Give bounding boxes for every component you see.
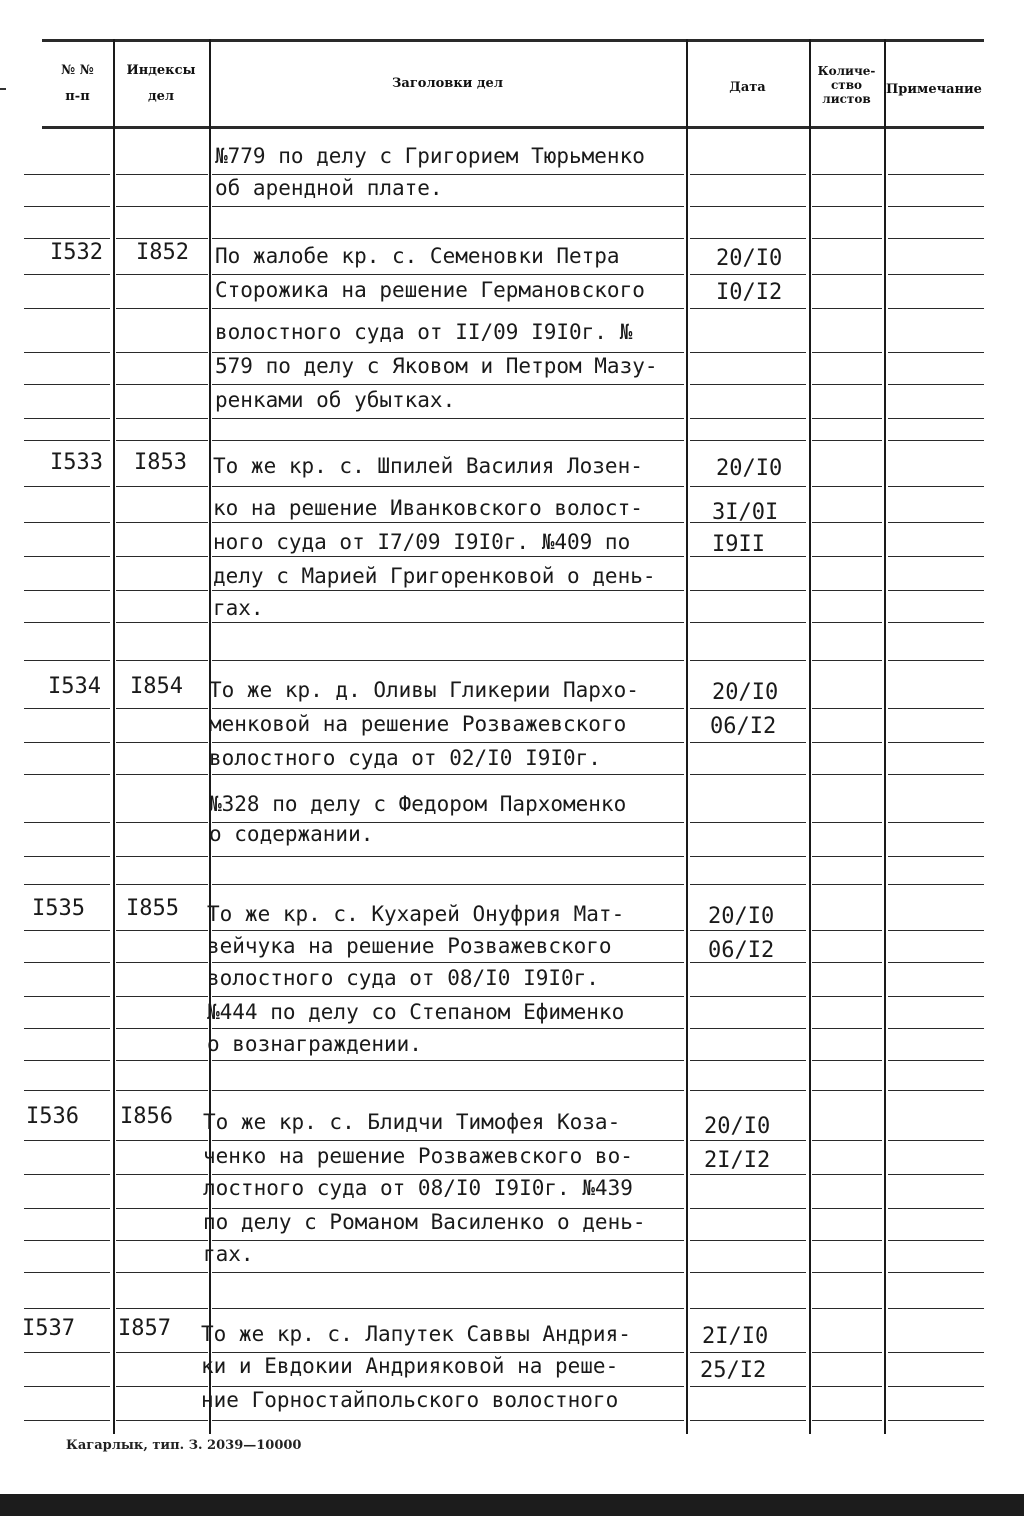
ruled-line: [690, 440, 806, 441]
ruled-line: [812, 308, 882, 309]
printer-imprint: Кагарлык, тип. З. 2039—10000: [66, 1438, 302, 1453]
column-divider: [809, 39, 811, 1434]
ruled-line: [212, 590, 684, 591]
ruled-line: [212, 996, 684, 997]
ruled-line: [812, 1090, 882, 1091]
ruled-line: [690, 660, 806, 661]
ruled-line: [690, 996, 806, 997]
ruled-line: [116, 384, 208, 385]
ruled-line: [812, 708, 882, 709]
ruled-line: [116, 522, 208, 523]
ruled-line: [24, 1386, 110, 1387]
date-start: 20/I0: [704, 1114, 771, 1139]
ruled-line: [888, 1208, 984, 1209]
ruled-line: [690, 622, 806, 623]
ruled-line: [116, 590, 208, 591]
ruled-line: [212, 1386, 684, 1387]
ruled-line: [116, 884, 208, 885]
ruled-line: [690, 1060, 806, 1061]
ruled-line: [812, 1272, 882, 1273]
ruled-line: [212, 1140, 684, 1141]
ruled-line: [690, 384, 806, 385]
ruled-line: [212, 1420, 684, 1421]
ruled-line: [116, 1060, 208, 1061]
ruled-line: [888, 174, 984, 175]
ruled-line: [690, 1140, 806, 1141]
ruled-line: [812, 522, 882, 523]
ruled-line: [812, 206, 882, 207]
text-line: делу с Марией Григоренковой о день-: [213, 564, 656, 588]
ruled-line: [212, 962, 684, 963]
record-index: I852: [136, 240, 189, 265]
text-line: по делу с Романом Василенко о день-: [203, 1210, 646, 1234]
ruled-line: [888, 660, 984, 661]
ruled-line: [888, 206, 984, 207]
ruled-line: [812, 884, 882, 885]
ruled-line: [116, 352, 208, 353]
ruled-line: [212, 1028, 684, 1029]
ruled-line: [690, 174, 806, 175]
text-line: ченко на решение Розважевского во-: [203, 1144, 633, 1168]
ruled-line: [690, 774, 806, 775]
date-end: 2I/I2: [704, 1148, 771, 1173]
ruled-line: [812, 556, 882, 557]
ruled-line: [212, 660, 684, 661]
text-line: №328 по делу с Федором Пархоменко: [209, 792, 627, 816]
record-index: I857: [118, 1316, 171, 1341]
ruled-line: [812, 486, 882, 487]
ruled-line: [888, 742, 984, 743]
ruled-line: [24, 856, 110, 857]
ruled-line: [212, 884, 684, 885]
ruled-line: [212, 174, 684, 175]
text-line: волостного суда от 02/I0 I9I0г.: [209, 746, 601, 770]
ruled-line: [116, 174, 208, 175]
text-line: вейчука на решение Розважевского: [207, 934, 612, 958]
ruled-line: [888, 1140, 984, 1141]
ruled-line: [116, 1090, 208, 1091]
text-line: о содержании.: [209, 822, 374, 846]
ruled-line: [212, 708, 684, 709]
ruled-line: [24, 1240, 110, 1241]
margin-mark: [0, 88, 6, 90]
ruled-line: [212, 1060, 684, 1061]
ruled-line: [812, 856, 882, 857]
ruled-line: [812, 384, 882, 385]
ruled-line: [212, 238, 684, 239]
header-bottom-rule: [42, 126, 984, 129]
header-number: № № п-п: [61, 63, 94, 104]
ruled-line: [888, 590, 984, 591]
ruled-line: [116, 486, 208, 487]
ruled-line: [690, 1272, 806, 1273]
ruled-line: [888, 522, 984, 523]
record-number: I534: [48, 674, 101, 699]
ruled-line: [116, 1240, 208, 1241]
ruled-line: [690, 308, 806, 309]
record-index: I855: [126, 896, 179, 921]
ruled-line: [888, 418, 984, 419]
ruled-line: [690, 856, 806, 857]
ruled-line: [212, 522, 684, 523]
ruled-line: [24, 206, 110, 207]
text-line: То же кр. с. Блидчи Тимофея Коза-: [203, 1110, 621, 1134]
record-number: I536: [26, 1104, 79, 1129]
ruled-line: [888, 556, 984, 557]
ruled-line: [24, 352, 110, 353]
ruled-line: [116, 206, 208, 207]
ruled-line: [212, 486, 684, 487]
date-end: 25/I2: [700, 1358, 767, 1383]
date-start: 20/I0: [716, 246, 783, 271]
ruled-line: [888, 622, 984, 623]
ruled-line: [116, 1028, 208, 1029]
header-date: Дата: [729, 80, 766, 95]
ruled-line: [116, 418, 208, 419]
ruled-line: [888, 440, 984, 441]
text-line: ки и Евдокии Андрияковой на реше-: [201, 1354, 619, 1378]
ruled-line: [812, 930, 882, 931]
text-line: менковой на решение Розважевского: [209, 712, 627, 736]
ruled-line: [116, 1272, 208, 1273]
column-divider: [686, 39, 688, 1434]
date-start: 20/I0: [712, 680, 779, 705]
ruled-line: [116, 1174, 208, 1175]
text-line: ние Горностайпольского волостного: [201, 1388, 619, 1412]
ruled-line: [116, 1140, 208, 1141]
ruled-line: [24, 660, 110, 661]
ruled-line: [812, 1208, 882, 1209]
text-line: гах.: [203, 1242, 254, 1266]
ruled-line: [888, 774, 984, 775]
ruled-line: [812, 440, 882, 441]
ruled-line: [116, 308, 208, 309]
ruled-line: [812, 590, 882, 591]
date-end: I0/I2: [716, 280, 783, 305]
ruled-line: [24, 1090, 110, 1091]
date-end: 06/I2: [708, 938, 775, 963]
ruled-line: [24, 822, 110, 823]
ruled-line: [212, 206, 684, 207]
ruled-line: [690, 274, 806, 275]
ruled-line: [888, 384, 984, 385]
ruled-line: [888, 884, 984, 885]
ruled-line: [888, 1090, 984, 1091]
date-start: 2I/I0: [702, 1324, 769, 1349]
ruled-line: [690, 238, 806, 239]
ruled-line: [212, 1352, 684, 1353]
ruled-line: [812, 822, 882, 823]
ruled-line: [24, 884, 110, 885]
ruled-line: [212, 440, 684, 441]
ruled-line: [212, 1174, 684, 1175]
ruled-line: [24, 418, 110, 419]
text-line: ко на решение Иванковского волост-: [213, 496, 643, 520]
ruled-line: [24, 174, 110, 175]
ruled-line: [212, 622, 684, 623]
ruled-line: [690, 486, 806, 487]
ruled-line: [812, 238, 882, 239]
date-end: 3I/0I: [712, 500, 779, 525]
ruled-line: [888, 352, 984, 353]
ruled-line: [116, 556, 208, 557]
column-divider: [113, 39, 115, 1434]
scan-edge: [0, 1494, 1024, 1516]
ruled-line: [116, 274, 208, 275]
ruled-line: [812, 1028, 882, 1029]
ruled-line: [888, 996, 984, 997]
text-line: 579 по делу с Яковом и Петром Мазу-: [215, 354, 658, 378]
ruled-line: [212, 774, 684, 775]
date-start: 20/I0: [708, 904, 775, 929]
ruled-line: [690, 930, 806, 931]
ruled-line: [116, 708, 208, 709]
record-number: I535: [32, 896, 85, 921]
ruled-line: [116, 930, 208, 931]
text-line: лостного суда от 08/I0 I9I0г. №439: [203, 1176, 633, 1200]
record-number: I537: [22, 1316, 75, 1341]
text-line: гах.: [213, 596, 264, 620]
ruled-line: [212, 308, 684, 309]
text-line: То же кр. с. Лапутек Саввы Андрия-: [201, 1322, 631, 1346]
ruled-line: [812, 1386, 882, 1387]
ruled-line: [212, 742, 684, 743]
ruled-line: [116, 856, 208, 857]
header-title: Заголовки дел: [392, 76, 503, 91]
text-line: По жалобе кр. с. Семеновки Петра: [215, 244, 620, 268]
ruled-line: [24, 962, 110, 963]
text-line: №444 по делу со Степаном Ефименко: [207, 1000, 625, 1024]
ruled-line: [24, 556, 110, 557]
ruled-line: [888, 1272, 984, 1273]
ruled-line: [888, 1240, 984, 1241]
ruled-line: [888, 1386, 984, 1387]
ruled-line: [812, 660, 882, 661]
text-line: о вознаграждении.: [207, 1032, 422, 1056]
ruled-line: [812, 742, 882, 743]
ruled-line: [24, 996, 110, 997]
ruled-line: [888, 708, 984, 709]
ruled-line: [116, 742, 208, 743]
record-number: I532: [50, 240, 103, 265]
ruled-line: [116, 1308, 208, 1309]
ruled-line: [24, 1028, 110, 1029]
ruled-line: [888, 274, 984, 275]
ruled-line: [24, 308, 110, 309]
ruled-line: [690, 590, 806, 591]
ruled-line: [812, 352, 882, 353]
ruled-line: [812, 774, 882, 775]
ruled-line: [212, 418, 684, 419]
ruled-line: [888, 962, 984, 963]
record-number: I533: [50, 450, 103, 475]
ruled-line: [812, 1140, 882, 1141]
ruled-line: [116, 238, 208, 239]
text-line: То же кр. с. Шпилей Василия Лозен-: [213, 454, 643, 478]
ruled-line: [888, 1420, 984, 1421]
ruled-line: [24, 622, 110, 623]
ruled-line: [690, 206, 806, 207]
ruled-line: [690, 352, 806, 353]
ruled-line: [24, 1308, 110, 1309]
column-divider: [884, 39, 886, 1434]
record-index: I853: [134, 450, 187, 475]
ruled-line: [690, 1386, 806, 1387]
ruled-line: [24, 930, 110, 931]
ruled-line: [888, 856, 984, 857]
text-line: №779 по делу с Григорием Тюрьменко: [215, 144, 645, 168]
ruled-line: [116, 1420, 208, 1421]
ruled-line: [690, 1028, 806, 1029]
text-line: ренками об убытках.: [215, 388, 456, 412]
text-line: волостного суда от 08/I0 I9I0г.: [207, 966, 599, 990]
ruled-line: [888, 1308, 984, 1309]
date-end: 06/I2: [710, 714, 777, 739]
ruled-line: [116, 1352, 208, 1353]
ruled-line: [24, 774, 110, 775]
ruled-line: [888, 308, 984, 309]
ruled-line: [690, 1308, 806, 1309]
ruled-line: [24, 1352, 110, 1353]
text-line: ного суда от I7/09 I9I0г. №409 по: [213, 530, 631, 554]
ruled-line: [812, 1420, 882, 1421]
ruled-line: [812, 274, 882, 275]
ruled-line: [24, 384, 110, 385]
ruled-line: [212, 1308, 684, 1309]
ruled-line: [116, 962, 208, 963]
ruled-line: [212, 1090, 684, 1091]
ruled-line: [690, 822, 806, 823]
ruled-line: [24, 238, 110, 239]
ruled-line: [812, 1308, 882, 1309]
ruled-line: [24, 1272, 110, 1273]
ruled-line: [116, 822, 208, 823]
text-line: об арендной плате.: [215, 176, 443, 200]
ruled-line: [116, 1208, 208, 1209]
ruled-line: [690, 1090, 806, 1091]
date-year: I9II: [712, 532, 765, 557]
ruled-line: [24, 742, 110, 743]
ruled-line: [24, 708, 110, 709]
ruled-line: [24, 522, 110, 523]
ruled-line: [812, 996, 882, 997]
ruled-line: [888, 1174, 984, 1175]
ruled-line: [24, 1140, 110, 1141]
ruled-line: [24, 1208, 110, 1209]
ruled-line: [212, 930, 684, 931]
header-top-rule: [42, 39, 984, 42]
ruled-line: [690, 418, 806, 419]
ruled-line: [888, 486, 984, 487]
ruled-line: [690, 884, 806, 885]
header-sheets: Количе- ство листов: [817, 64, 876, 106]
ruled-line: [690, 1208, 806, 1209]
ruled-line: [212, 556, 684, 557]
date-start: 20/I0: [716, 456, 783, 481]
header-index: Индексы дел: [126, 63, 196, 104]
ruled-line: [812, 1352, 882, 1353]
ruled-line: [24, 1060, 110, 1061]
text-line: То же кр. с. Кухарей Онуфрия Мат-: [207, 902, 625, 926]
ruled-line: [812, 1060, 882, 1061]
ruled-line: [116, 996, 208, 997]
ruled-line: [24, 274, 110, 275]
ruled-line: [690, 1174, 806, 1175]
ruled-line: [690, 708, 806, 709]
ruled-line: [116, 440, 208, 441]
ruled-line: [212, 1240, 684, 1241]
ruled-line: [116, 1386, 208, 1387]
ruled-line: [888, 1352, 984, 1353]
ruled-line: [812, 1240, 882, 1241]
ruled-line: [212, 352, 684, 353]
ruled-line: [212, 274, 684, 275]
ruled-line: [24, 1174, 110, 1175]
header-note: Примечание: [886, 82, 982, 97]
ruled-line: [212, 1208, 684, 1209]
ruled-line: [24, 1420, 110, 1421]
ruled-line: [888, 1028, 984, 1029]
ruled-line: [690, 742, 806, 743]
ruled-line: [812, 962, 882, 963]
ruled-line: [212, 1272, 684, 1273]
ruled-line: [812, 174, 882, 175]
ruled-line: [812, 1174, 882, 1175]
ruled-line: [690, 1420, 806, 1421]
ruled-line: [116, 660, 208, 661]
ruled-line: [24, 440, 110, 441]
ruled-line: [888, 1060, 984, 1061]
ruled-line: [116, 774, 208, 775]
ruled-line: [212, 856, 684, 857]
text-line: То же кр. д. Оливы Гликерии Пархо-: [209, 678, 639, 702]
ruled-line: [888, 930, 984, 931]
ruled-line: [116, 622, 208, 623]
text-line: Сторожика на решение Германовского: [215, 278, 645, 302]
ruled-line: [24, 590, 110, 591]
ruled-line: [24, 486, 110, 487]
text-line: волостного суда от II/09 I9I0г. №: [215, 320, 633, 344]
ruled-line: [212, 384, 684, 385]
ruled-line: [690, 1240, 806, 1241]
ruled-line: [690, 1352, 806, 1353]
ruled-line: [888, 238, 984, 239]
record-index: I856: [120, 1104, 173, 1129]
ruled-line: [812, 418, 882, 419]
ruled-line: [888, 822, 984, 823]
ruled-line: [812, 622, 882, 623]
record-index: I854: [130, 674, 183, 699]
